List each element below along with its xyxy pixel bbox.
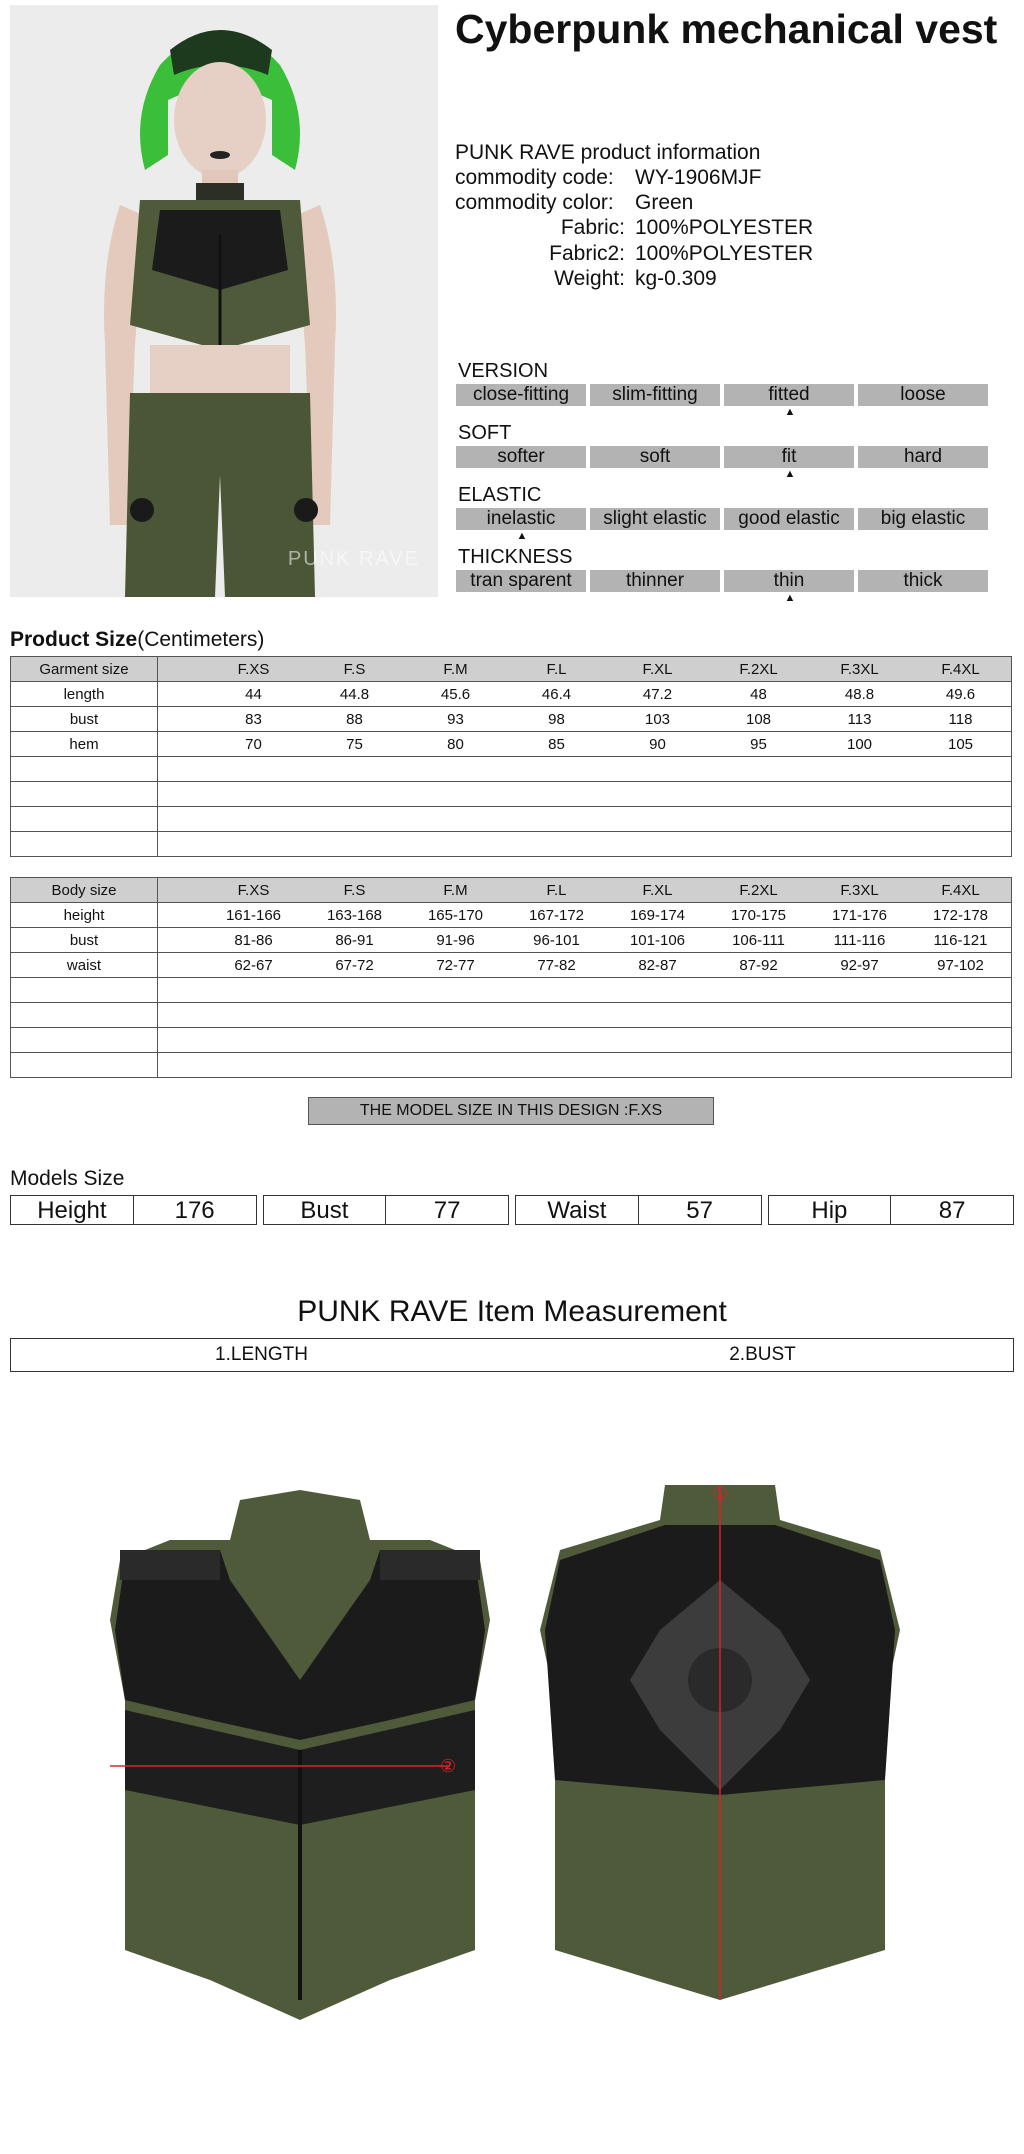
table-cell: 75 xyxy=(346,735,363,753)
scale-elastic xyxy=(456,508,988,530)
scale-option: soft xyxy=(590,446,720,468)
table-cell: 169-174 xyxy=(629,906,686,924)
empty-row xyxy=(11,1028,1012,1053)
model-measure-label: Height xyxy=(11,1196,134,1224)
table-row xyxy=(11,953,1012,978)
model-measure-label: Bust xyxy=(264,1196,387,1224)
table-cell: 90 xyxy=(649,735,666,753)
product-size-heading: Product Size xyxy=(10,628,138,651)
scale-option: close-fitting xyxy=(456,384,586,406)
table-header-row xyxy=(11,878,1012,903)
scale-option: big elastic xyxy=(858,508,988,530)
body-size-table xyxy=(10,877,1012,1078)
empty-row xyxy=(11,832,1012,857)
model-measure-value: 176 xyxy=(174,1197,215,1224)
table-cell: 91-96 xyxy=(436,931,475,949)
table-cell: 93 xyxy=(447,710,464,728)
garment-size-header: Garment size xyxy=(11,657,158,682)
scale-option: loose xyxy=(858,384,988,406)
scale-option: fit xyxy=(724,446,854,468)
scale-label-elastic: ELASTIC xyxy=(458,484,542,506)
selected-marker-icon: ▲ xyxy=(516,530,528,542)
table-cell: 100 xyxy=(846,735,873,753)
empty-row xyxy=(11,807,1012,832)
table-row xyxy=(11,928,1012,953)
row-label: height xyxy=(11,903,158,928)
scale-label-version: VERSION xyxy=(458,360,549,382)
table-cell: 101-106 xyxy=(629,931,686,949)
model-measure-hip xyxy=(768,1195,1015,1225)
models-size-title: Models Size xyxy=(10,1167,125,1190)
table-cell: 45.6 xyxy=(440,685,471,703)
size-header-cell: F.XS xyxy=(237,881,270,899)
product-title: Cyberpunk mechanical vest xyxy=(455,6,998,52)
table-cell: 170-175 xyxy=(730,906,787,924)
size-header-cell: F.S xyxy=(343,660,366,678)
size-header-cell: F.L xyxy=(546,881,567,899)
scale-option: tran sparent xyxy=(456,570,586,592)
scale-option: hard xyxy=(858,446,988,468)
table-cell: 62-67 xyxy=(234,956,273,974)
scale-option: thick xyxy=(858,570,988,592)
row-label: bust xyxy=(11,928,158,953)
size-header-cell: F.2XL xyxy=(739,660,778,678)
info-value: 100%POLYESTER xyxy=(635,242,814,265)
model-measure-label: Hip xyxy=(769,1196,892,1224)
table-cell: 108 xyxy=(745,710,772,728)
info-brand-line: PUNK RAVE product information xyxy=(455,141,761,164)
row-label: hem xyxy=(11,732,158,757)
measurement-item-length: 1.LENGTH xyxy=(215,1344,308,1365)
product-size-title xyxy=(10,628,264,652)
scale-thickness xyxy=(456,570,988,592)
empty-row xyxy=(11,1053,1012,1078)
table-cell: 111-116 xyxy=(833,931,886,949)
table-cell: 70 xyxy=(245,735,262,753)
info-value: kg-0.309 xyxy=(635,267,717,290)
scale-option: softer xyxy=(456,446,586,468)
table-cell: 167-172 xyxy=(528,906,585,924)
info-value: Green xyxy=(635,191,694,214)
empty-row xyxy=(11,978,1012,1003)
scale-option: fitted xyxy=(724,384,854,406)
table-cell: 113 xyxy=(847,710,872,728)
model-measure-value: 87 xyxy=(938,1197,966,1224)
info-value: WY-1906MJF xyxy=(635,166,762,189)
table-cell: 48 xyxy=(750,685,767,703)
scale-option: thin xyxy=(724,570,854,592)
table-cell: 72-77 xyxy=(436,956,475,974)
table-cell: 103 xyxy=(644,710,671,728)
info-value: 100%POLYESTER xyxy=(635,216,814,239)
table-cell: 81-86 xyxy=(234,931,273,949)
empty-row xyxy=(11,757,1012,782)
measurement-item-bust: 2.BUST xyxy=(729,1344,796,1365)
table-cell: 97-102 xyxy=(937,956,984,974)
table-cell: 44 xyxy=(245,685,262,703)
info-key: Weight: xyxy=(554,267,625,290)
table-cell: 165-170 xyxy=(427,906,484,924)
scale-label-thickness: THICKNESS xyxy=(458,546,573,568)
row-label: bust xyxy=(11,707,158,732)
length-measure-mark: ① xyxy=(712,1484,729,1505)
size-header-cell: F.M xyxy=(443,881,468,899)
table-cell: 88 xyxy=(346,710,363,728)
models-size-row xyxy=(10,1195,1014,1225)
table-cell: 95 xyxy=(750,735,767,753)
table-cell: 46.4 xyxy=(541,685,572,703)
size-header-cell: F.XL xyxy=(642,660,673,678)
table-cell: 171-176 xyxy=(831,906,888,924)
measurement-title: PUNK RAVE Item Measurement xyxy=(297,1295,727,1328)
selected-marker-icon: ▲ xyxy=(784,592,796,604)
model-photo xyxy=(10,5,438,597)
table-cell: 44.8 xyxy=(339,685,370,703)
scale-label-soft: SOFT xyxy=(458,422,512,444)
table-cell: 85 xyxy=(548,735,565,753)
model-illustration xyxy=(10,5,438,597)
info-key: Fabric2: xyxy=(549,242,625,265)
table-cell: 87-92 xyxy=(739,956,778,974)
table-cell: 86-91 xyxy=(335,931,374,949)
table-cell: 67-72 xyxy=(335,956,374,974)
empty-row xyxy=(11,782,1012,807)
table-cell: 48.8 xyxy=(844,685,875,703)
vest-front-illustration xyxy=(110,1490,490,2020)
row-label: length xyxy=(11,682,158,707)
size-header-cell: F.M xyxy=(443,660,468,678)
table-cell: 118 xyxy=(948,710,973,728)
model-size-note: THE MODEL SIZE IN THIS DESIGN :F.XS xyxy=(308,1097,714,1125)
table-cell: 116-121 xyxy=(933,931,988,949)
table-row xyxy=(11,682,1012,707)
scale-option: good elastic xyxy=(724,508,854,530)
model-measure-bust xyxy=(263,1195,510,1225)
measurement-legend xyxy=(10,1338,1014,1372)
product-size-unit: (Centimeters) xyxy=(137,628,265,651)
table-cell: 49.6 xyxy=(945,685,976,703)
info-key: commodity color: xyxy=(455,191,614,214)
selected-marker-icon: ▲ xyxy=(784,468,796,480)
size-header-cell: F.3XL xyxy=(840,881,879,899)
scale-version xyxy=(456,384,988,406)
scale-option: inelastic xyxy=(456,508,586,530)
table-cell: 105 xyxy=(947,735,974,753)
brand-watermark: PUNK RAVE xyxy=(287,548,420,570)
garment-measurement-illustration xyxy=(90,1480,950,2100)
table-cell: 161-166 xyxy=(225,906,282,924)
table-row xyxy=(11,732,1012,757)
table-row xyxy=(11,903,1012,928)
size-header-cell: F.S xyxy=(343,881,366,899)
size-header-cell: F.L xyxy=(546,660,567,678)
size-header-cell: F.4XL xyxy=(941,660,980,678)
size-header-cell: F.4XL xyxy=(941,881,980,899)
info-key: Fabric: xyxy=(560,216,625,239)
size-header-cell: F.XL xyxy=(642,881,673,899)
table-cell: 96-101 xyxy=(533,931,580,949)
info-key: commodity code: xyxy=(455,166,614,189)
body-size-header: Body size xyxy=(11,878,158,903)
table-cell: 80 xyxy=(447,735,464,753)
model-measure-waist xyxy=(515,1195,762,1225)
table-cell: 98 xyxy=(548,710,565,728)
table-row xyxy=(11,707,1012,732)
table-cell: 172-178 xyxy=(932,906,989,924)
model-measure-label: Waist xyxy=(516,1196,639,1224)
model-measure-value: 57 xyxy=(686,1197,713,1224)
table-cell: 106-111 xyxy=(732,931,785,949)
garment-size-table xyxy=(10,656,1012,857)
table-header-row xyxy=(11,657,1012,682)
model-measure-value: 77 xyxy=(433,1197,461,1224)
scale-option: slight elastic xyxy=(590,508,720,530)
table-cell: 92-97 xyxy=(840,956,879,974)
size-header-cell: F.3XL xyxy=(840,660,879,678)
scale-option: thinner xyxy=(590,570,720,592)
table-cell: 47.2 xyxy=(642,685,673,703)
scale-option: slim-fitting xyxy=(590,384,720,406)
size-header-cell: F.XS xyxy=(237,660,270,678)
selected-marker-icon: ▲ xyxy=(784,406,796,418)
table-cell: 163-168 xyxy=(326,906,383,924)
bust-measure-mark: ② xyxy=(440,1756,457,1777)
model-measure-height xyxy=(10,1195,257,1225)
table-cell: 83 xyxy=(245,710,262,728)
vest-back-illustration xyxy=(540,1485,900,2000)
scale-soft xyxy=(456,446,988,468)
table-cell: 77-82 xyxy=(537,956,576,974)
size-header-cell: F.2XL xyxy=(739,881,778,899)
table-cell: 82-87 xyxy=(638,956,677,974)
row-label: waist xyxy=(11,953,158,978)
empty-row xyxy=(11,1003,1012,1028)
